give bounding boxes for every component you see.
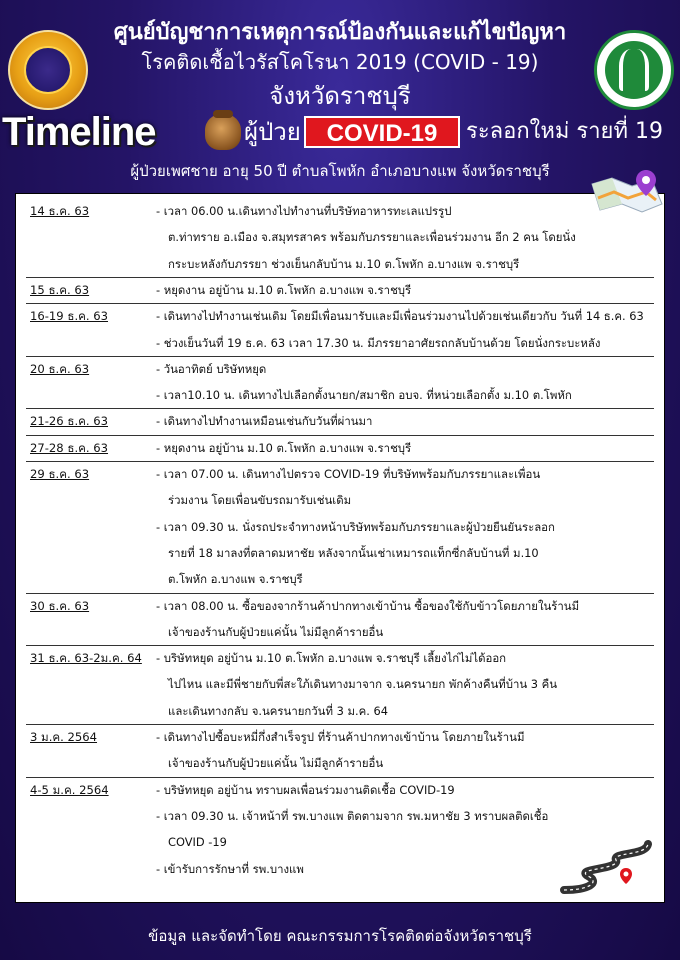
timeline-date: 27-28 ธ.ค. 63 xyxy=(30,440,109,455)
timeline-detail-line: - เวลา10.10 น. เดินทางไปเลือกตั้งนายก/สมาชิก อบจ. ที่หน่วยเลือกตั้ง ม.10 ต.โพหัก xyxy=(156,388,572,403)
timeline-detail-line: ต.ท่าทราย อ.เมือง จ.สมุทรสาคร พร้อมกับภรรยาและเพื่อนร่วมงาน อีก 2 คน โดยนั่ง xyxy=(168,230,576,245)
timeline-panel xyxy=(15,193,665,903)
timeline-detail-line: เจ้าของร้านกับผู้ป่วยแค่นั้น ไม่มีลูกค้ารายอื่น xyxy=(168,756,384,771)
ministry-of-public-health-seal-icon xyxy=(594,30,674,110)
timeline-detail-line: รายที่ 18 มาลงที่ตลาดมหาชัย หลังจากนั้นเช่าเหมารถแท็กซี่กลับบ้านที่ ม.10 xyxy=(168,545,539,560)
timeline-detail-line: - เดินทางไปซื้อบะหมี่กึ่งสำเร็จรูป ที่ร้านค้าปากทางเข้าบ้าน โดยภายในร้านมี xyxy=(156,730,525,744)
wave-label: ระลอกใหม่ รายที่ 19 xyxy=(466,119,663,144)
timeline-date: 3 ม.ค. 2564 xyxy=(30,730,98,744)
timeline-date: 20 ธ.ค. 63 xyxy=(30,361,90,376)
timeline-detail-line: - เวลา 09.30 น. เจ้าหน้าที่ รพ.บางแพ ติดตามจาก รพ.มหาชัย 3 ทราบผลติดเชื้อ xyxy=(156,808,549,823)
entry-divider xyxy=(26,303,654,304)
entry-divider xyxy=(26,435,654,436)
timeline-detail-line: - บริษัทหยุด อยู่บ้าน ทราบผลเพื่อนร่วมงานติดเชื้อ COVID-19 xyxy=(156,782,455,797)
timeline-detail-line: - เข้ารับการรักษาที่ รพ.บางแพ xyxy=(156,861,304,876)
timeline-date: 14 ธ.ค. 63 xyxy=(30,204,90,218)
timeline-detail-line: - เดินทางไปทำงานเหมือนเช่นกับวันที่ผ่านมา xyxy=(156,414,373,429)
timeline-detail-line: - บริษัทหยุด อยู่บ้าน ม.10 ต.โพหัก อ.บางแพ จ.ราชบุรี เลี้ยงไก่ไม่ได้ออก xyxy=(156,651,507,666)
timeline-detail-line: กระบะหลังกับภรรยา ช่วงเย็นกลับบ้าน ม.10 ต.โพหัก อ.บางแพ จ.ราชบุรี xyxy=(168,256,520,271)
timeline-detail-line: - เวลา 08.00 น. ซื้อของจากร้านค้าปากทางเข้าบ้าน ซื้อของใช้กับข้าวโดยภายในร้านมี xyxy=(156,598,580,613)
timeline-detail-line: - เดินทางไปทำงานเช่นเดิม โดยมีเพื่อนมารับและมีเพื่อนร่วมงานไปด้วยเช่นเดียวกับ วันที่ 14 ธ.ค. 63 xyxy=(156,309,644,324)
timeline-date: 15 ธ.ค. 63 xyxy=(30,282,90,297)
patient-label: ผู้ป่วย xyxy=(244,118,301,146)
timeline-detail-line: ร่วมงาน โดยเพื่อนขับรถมารับเช่นเดิม xyxy=(168,493,352,508)
map-pin-icon xyxy=(588,168,666,220)
timeline-heading: Timeline xyxy=(2,110,156,154)
timeline-date: 16-19 ธ.ค. 63 xyxy=(30,309,109,324)
timeline-date: 4-5 ม.ค. 2564 xyxy=(30,782,109,797)
covid-label: COVID-19 xyxy=(304,116,460,148)
timeline-date: 31 ธ.ค. 63-2ม.ค. 64 xyxy=(30,651,142,666)
timeline-detail-line: - หยุดงาน อยู่บ้าน ม.10 ต.โพหัก อ.บางแพ จ.ราชบุรี xyxy=(156,440,412,455)
entry-divider xyxy=(26,356,654,357)
provincial-seal-icon xyxy=(8,30,88,110)
timeline-detail-line: ต.โพหัก อ.บางแพ จ.ราชบุรี xyxy=(168,572,303,587)
entry-divider xyxy=(26,277,654,278)
entry-divider xyxy=(26,593,654,594)
entry-divider xyxy=(26,777,654,778)
timeline-detail-line: ไปไหน และมีพี่ชายกับพี่สะใภ้เดินทางมาจาก จ.นครนายก พักค้างคืนที่บ้าน 3 คืน xyxy=(168,677,558,692)
timeline-detail-line: - ช่วงเย็นวันที่ 19 ธ.ค. 63 เวลา 17.30 น. มีภรรยาอาศัยรถกลับบ้านด้วย โดยนั่งกระบะหลัง xyxy=(156,335,601,350)
winding-road-icon xyxy=(560,838,660,896)
timeline-detail-line: เจ้าของร้านกับผู้ป่วยแค่นั้น ไม่มีลูกค้ารายอื่น xyxy=(168,624,384,639)
entry-divider xyxy=(26,724,654,725)
patient-description: ผู้ป่วยเพศชาย อายุ 50 ปี ตำบลโพหัก อำเภอบางแพ จังหวัดราชบุรี xyxy=(130,162,550,180)
footer-credit: ข้อมูล และจัดทำโดย คณะกรรมการโรคติดต่อจังหวัดราชบุรี xyxy=(148,927,532,945)
timeline-date: 29 ธ.ค. 63 xyxy=(30,467,90,481)
timeline-detail-line: COVID -19 xyxy=(168,835,227,850)
timeline-detail-line: และเดินทางกลับ จ.นครนายกวันที่ 3 ม.ค. 64 xyxy=(168,703,388,718)
timeline-detail-line: - เวลา 07.00 น. เดินทางไปตรวจ COVID-19 ที่บริษัทพร้อมกับภรรยาและเพื่อน xyxy=(156,467,541,481)
timeline-detail-line: - วันอาทิตย์ บริษัทหยุด xyxy=(156,361,267,376)
header-title-line1: ศูนย์บัญชาการเหตุการณ์ป้องกันและแก้ไขปัญหา xyxy=(113,20,567,45)
entry-divider xyxy=(26,461,654,462)
timeline-date: 21-26 ธ.ค. 63 xyxy=(30,414,109,429)
entry-divider xyxy=(26,645,654,646)
timeline-detail-line: - หยุดงาน อยู่บ้าน ม.10 ต.โพหัก อ.บางแพ จ.ราชบุรี xyxy=(156,282,412,297)
timeline-banner xyxy=(0,112,680,152)
jar-icon xyxy=(205,114,241,150)
header-title-line2: โรคติดเชื้อไวรัสโคโรนา 2019 (COVID - 19) xyxy=(141,50,539,74)
timeline-detail-line: - เวลา 09.30 น. นั่งรถประจำทางหน้าบริษัทพร้อมกับภรรยาและผู้ป่วยยืนยันระลอก xyxy=(156,519,555,534)
timeline-detail-line: - เวลา 06.00 น.เดินทางไปทำงานที่บริษัทอาหารทะเลแปรรูป xyxy=(156,204,452,218)
entry-divider xyxy=(26,408,654,409)
header-title-line3: จังหวัดราชบุรี xyxy=(269,82,411,110)
timeline-date: 30 ธ.ค. 63 xyxy=(30,598,90,613)
